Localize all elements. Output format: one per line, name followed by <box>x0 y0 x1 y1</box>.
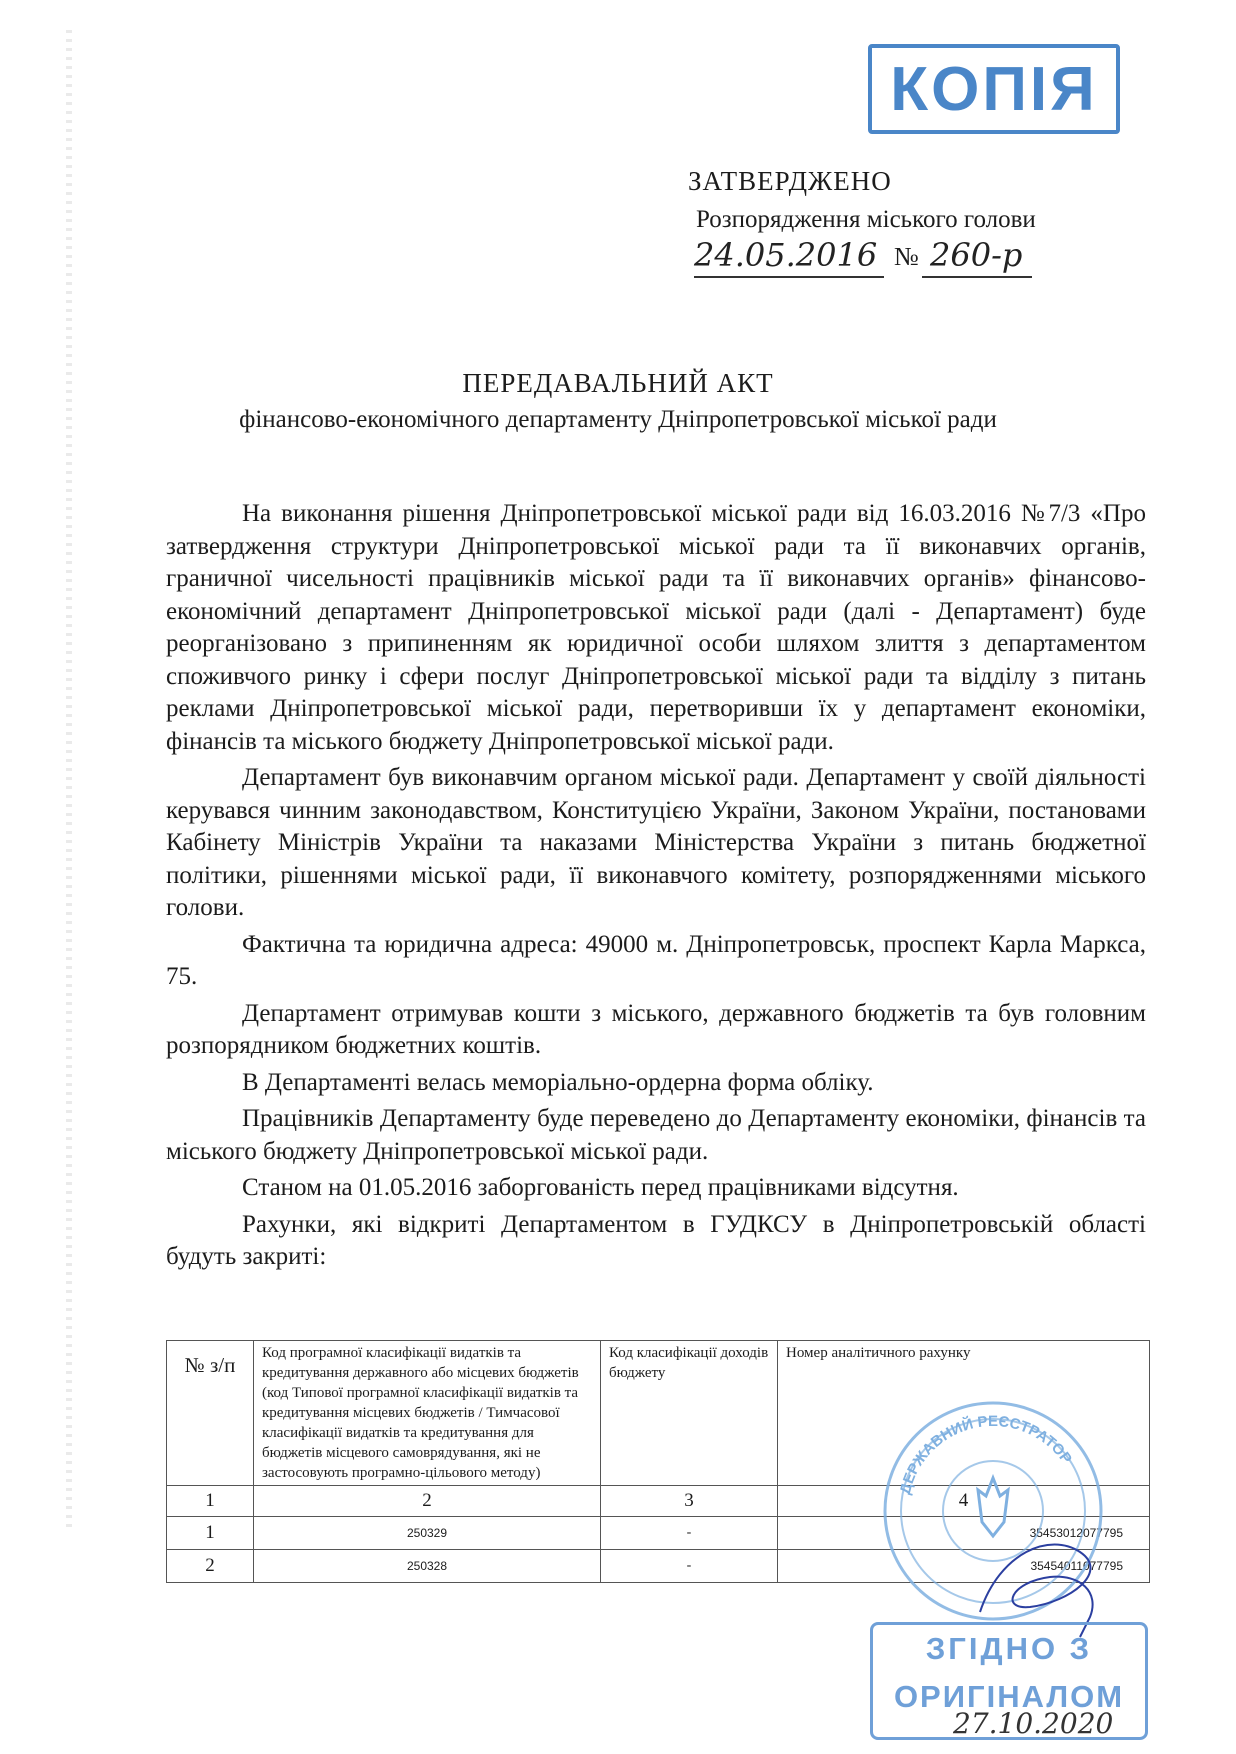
paragraph: Рахунки, які відкриті Департаментом в ГУДКСУ в Дніпропетровській області будуть закриті: <box>166 1210 1146 1270</box>
original-stamp-line2: ОРИГІНАЛОМ <box>893 1679 1125 1714</box>
accounts-table <box>166 1340 1150 1583</box>
header-number: № з/п <box>167 1341 254 1486</box>
copy-stamp-text: КОПІЯ <box>890 54 1098 124</box>
header-income-code: Код класифікації доходів бюджету <box>601 1341 778 1486</box>
original-conformity-stamp <box>870 1622 1148 1740</box>
column-number-row <box>167 1486 1150 1517</box>
table-row <box>167 1517 1150 1550</box>
original-stamp-date: 27.10.2020 <box>953 1707 1114 1740</box>
seal-text: ДЕРЖАВНИЙ РЕЄСТРАТОР <box>896 1412 1076 1497</box>
table-header-row <box>167 1341 1150 1486</box>
row-income-code: - <box>601 1517 778 1550</box>
row-index: 2 <box>167 1550 254 1583</box>
paragraph: Департамент був виконавчим органом міської ради. Департамент у своїй діяльності керувався чинним законодавством, Конституцією України, Законом України, постановами Кабінету Міністрів України та наказами Міністерства України з питань бюджетної політики, рішеннями міської ради, її виконавчого комітету, розпорядженнями міського голови. <box>166 764 1146 921</box>
row-account-number: 35454011077795 <box>778 1550 1150 1583</box>
paragraph: На виконання рішення Дніпропетровської міської ради від 16.03.2016 №7/3 «Про затвердження структури Дніпропетровської міської ради та її виконавчих органів, граничної чисельності працівників міської ради та її виконавчих органів» фінансово-економічний департамент Дніпропетровської міської ради (далі - Департамент) буде реорганізовано з припиненням як юридичної особи шляхом злиття з департаментом споживчого ринку і сфери послуг Дніпропетровської міської ради та відділу з питань реклами Дніпропетровської міської ради, перетворивши їх у департамент економіки, фінансів та міського бюджету Дніпропетровської міської ради. <box>166 500 1146 755</box>
header-account-number: Номер аналітичного рахунку <box>778 1341 1150 1486</box>
row-program-code: 250328 <box>254 1550 601 1583</box>
column-number: 2 <box>254 1486 601 1517</box>
approval-heading: ЗАТВЕРДЖЕНО <box>688 166 892 196</box>
scan-edge-artifact <box>66 30 72 1530</box>
row-program-code: 250329 <box>254 1517 601 1550</box>
table-row <box>167 1550 1150 1583</box>
paragraph: Фактична та юридична адреса: 49000 м. Дніпропетровськ, проспект Карла Маркса, 75. <box>166 930 1146 990</box>
header-program-code: Код програмної класифікації видатків та кредитування державного або місцевих бюджетів (код Типової програмної класифікації видатків та кредитування місцевих бюджетів / Тимчасової класифікації видатків та кредитування для бюджетів місцевого самоврядування, які не застосовують програмно-цільового методу) <box>254 1341 601 1486</box>
row-account-number: 35453012077795 <box>778 1517 1150 1550</box>
document-body <box>166 498 1146 1278</box>
column-number: 3 <box>601 1486 778 1517</box>
column-number: 1 <box>167 1486 254 1517</box>
paragraph: Департамент отримував кошти з міського, державного бюджетів та був головним розпорядником бюджетних коштів. <box>166 999 1146 1059</box>
column-number: 4 <box>778 1486 1150 1517</box>
copy-stamp <box>868 44 1120 134</box>
approval-date: 24.05.2016 <box>694 236 878 274</box>
approval-date-line <box>694 236 1094 286</box>
approval-number-sign: № <box>894 242 919 271</box>
row-income-code: - <box>601 1550 778 1583</box>
paragraph: В Департаменті велась меморіально-ордерна форма обліку. <box>242 1068 874 1096</box>
document-subtitle: фінансово-економічного департаменту Дніпропетровської міської ради <box>239 406 997 433</box>
approval-number: 260-р <box>930 236 1023 274</box>
paragraph: Працівників Департаменту буде переведено до Департаменту економіки, фінансів та міського бюджету Дніпропетровської міської ради. <box>166 1105 1146 1165</box>
original-stamp-line1: ЗГІДНО З <box>925 1631 1093 1666</box>
date-underline <box>694 276 884 278</box>
paragraph: Станом на 01.05.2016 заборгованість перед працівниками відсутня. <box>242 1174 959 1201</box>
document-title: ПЕРЕДАВАЛЬНИЙ АКТ <box>462 368 774 398</box>
approval-subheading: Розпорядження міського голови <box>696 206 1036 233</box>
row-index: 1 <box>167 1517 254 1550</box>
number-underline <box>922 276 1032 278</box>
